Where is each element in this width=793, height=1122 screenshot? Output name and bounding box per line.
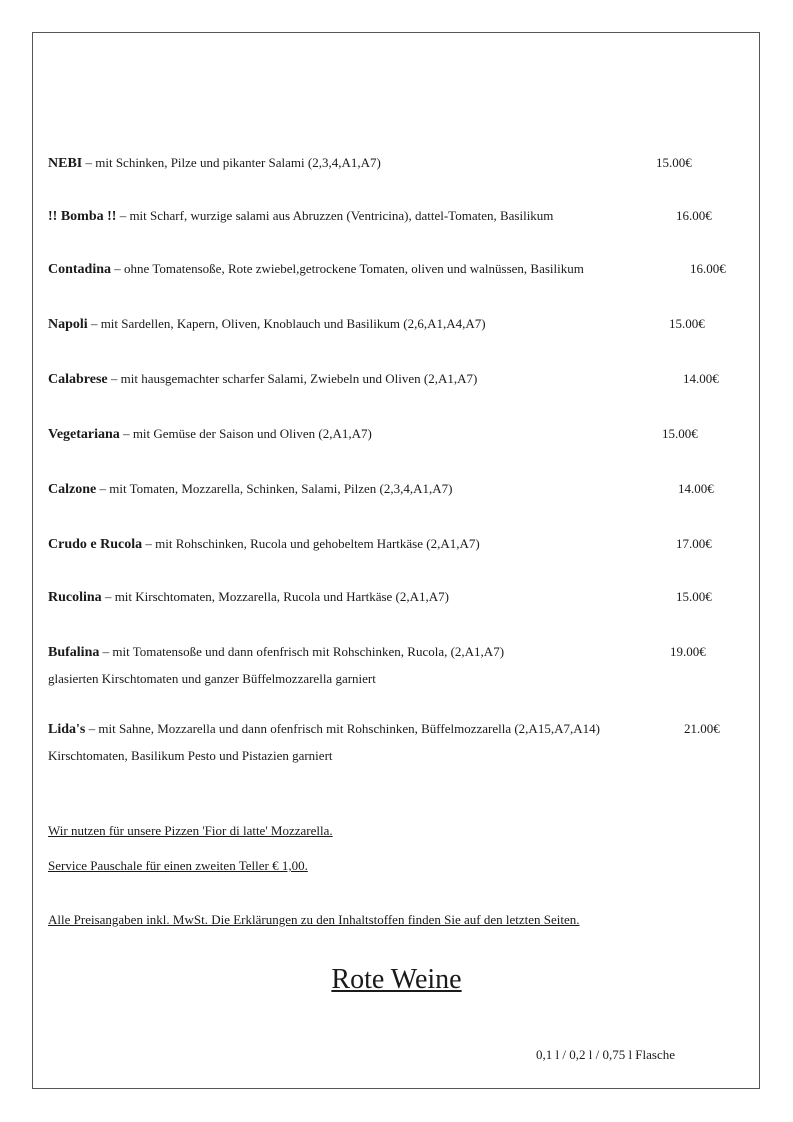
item-description: mit Sahne, Mozzarella und dann ofenfrisch mit Rohschinken, Büffelmozzarella (2,A15,A7,A14): [98, 721, 600, 736]
item-price: 15.00€: [656, 155, 692, 170]
item-separator: –: [99, 644, 113, 659]
item-name: Crudo e Rucola: [48, 537, 143, 552]
item-price: 16.00€: [690, 261, 726, 276]
item-name: NEBI: [48, 156, 83, 171]
item-name: Contadina: [48, 262, 112, 277]
item-name: Napoli: [48, 317, 88, 332]
item-name: Calabrese: [48, 372, 108, 387]
item-separator: –: [119, 426, 133, 441]
menu-item-nebi: [48, 154, 748, 173]
item-name: Vegetariana: [48, 427, 120, 442]
item-price: 19.00€: [670, 644, 706, 659]
menu-item-napoli: [48, 315, 748, 334]
item-separator: –: [85, 721, 99, 736]
item-name: Lida's: [48, 722, 86, 737]
item-separator: –: [107, 371, 121, 386]
item-price: 16.00€: [676, 208, 712, 223]
item-separator: –: [142, 536, 156, 551]
item-description: ohne Tomatensoße, Rote zwiebel,getrockene Tomaten, oliven und walnüssen, Basilikum: [124, 261, 584, 276]
volume-header: 0,1 l / 0,2 l / 0,75 l Flasche: [536, 1047, 676, 1062]
item-description: mit Schinken, Pilze und pikanter Salami (2,3,4,A1,A7): [95, 155, 381, 170]
item-price: 14.00€: [683, 371, 719, 386]
menu-item-lidas: [48, 720, 748, 765]
item-price: 17.00€: [676, 536, 712, 551]
menu-item-bufalina: [48, 643, 748, 688]
item-separator: –: [87, 316, 101, 331]
item-description: mit hausgemachter scharfer Salami, Zwiebeln und Oliven (2,A1,A7): [120, 371, 478, 386]
item-description-continued: glasierten Kirschtomaten und ganzer Büffelmozzarella garniert: [48, 671, 376, 686]
item-name: Rucolina: [48, 590, 102, 605]
item-price: 14.00€: [678, 481, 714, 496]
item-separator: –: [101, 589, 115, 604]
item-name: Bufalina: [48, 645, 100, 660]
section-title: [0, 963, 793, 997]
menu-item-calabrese: [48, 370, 748, 389]
menu-item-rucolina: [48, 588, 748, 607]
item-name: !! Bomba !!: [48, 209, 117, 224]
menu-item-contadina: [48, 260, 748, 279]
note-service-charge: Service Pauschale für einen zweiten Teller € 1,00.: [48, 858, 308, 873]
menu-item-bomba: [48, 207, 748, 226]
item-description: mit Gemüse der Saison und Oliven (2,A1,A7): [132, 426, 372, 441]
item-name: Calzone: [48, 482, 97, 497]
item-price: 15.00€: [669, 316, 705, 331]
item-separator: –: [111, 261, 125, 276]
item-separator: –: [82, 155, 96, 170]
item-separator: –: [116, 208, 130, 223]
item-price: 15.00€: [676, 589, 712, 604]
item-description: mit Scharf, wurzige salami aus Abruzzen (Ventricina), dattel-Tomaten, Basilikum: [129, 208, 554, 223]
item-price: 15.00€: [662, 426, 698, 441]
note-mozzarella: Wir nutzen für unsere Pizzen 'Fior di latte' Mozzarella.: [48, 823, 333, 838]
item-separator: –: [96, 481, 110, 496]
item-description: mit Tomaten, Mozzarella, Schinken, Salami, Pilzen (2,3,4,A1,A7): [109, 481, 453, 496]
item-description: mit Kirschtomaten, Mozzarella, Rucola und Hartkäse (2,A1,A7): [114, 589, 449, 604]
item-description: mit Sardellen, Kapern, Oliven, Knoblauch und Basilikum (2,6,A1,A4,A7): [100, 316, 486, 331]
item-description: mit Rohschinken, Rucola und gehobeltem Hartkäse (2,A1,A7): [155, 536, 480, 551]
menu-item-calzone: [48, 480, 748, 499]
item-description: mit Tomatensoße und dann ofenfrisch mit Rohschinken, Rucola, (2,A1,A7): [112, 644, 505, 659]
item-price: 21.00€: [684, 721, 720, 736]
menu-item-crudo-e-rucola: [48, 535, 748, 554]
note-prices: Alle Preisangaben inkl. MwSt. Die Erklärungen zu den Inhaltstoffen finden Sie auf den letzten Seiten.: [48, 912, 580, 927]
section-title-text: Rote Weine: [331, 964, 462, 995]
page-frame: [32, 32, 760, 1089]
item-description-continued: Kirschtomaten, Basilikum Pesto und Pistazien garniert: [48, 748, 333, 763]
menu-item-vegetariana: [48, 425, 748, 444]
